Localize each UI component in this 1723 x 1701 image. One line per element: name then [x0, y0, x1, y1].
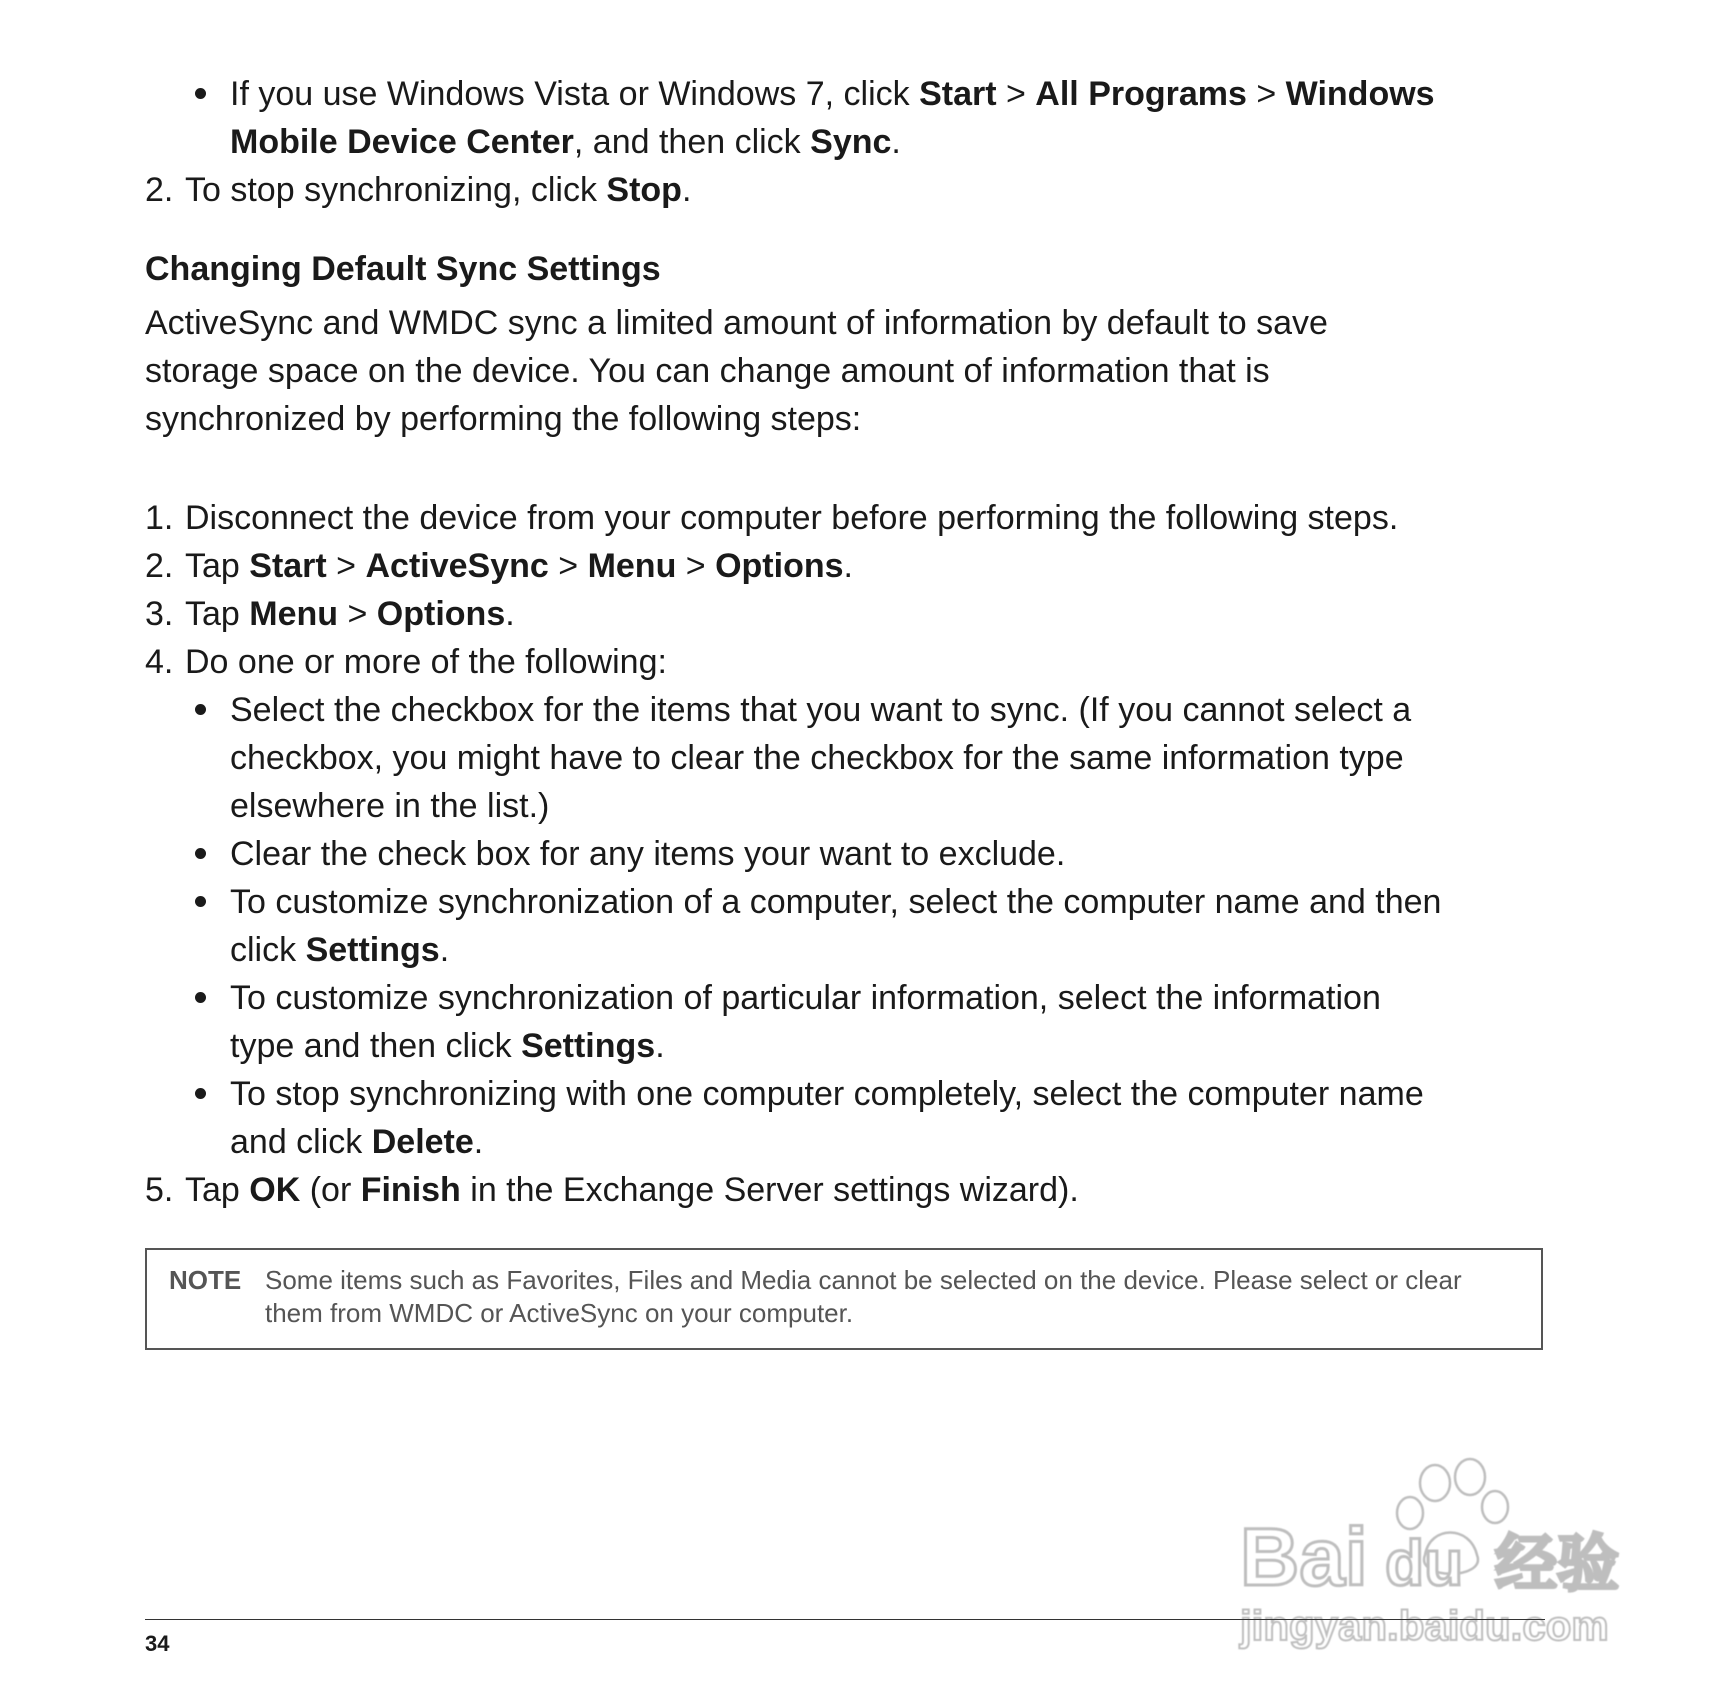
section-heading: Changing Default Sync Settings [145, 250, 661, 288]
bold-term: All Programs [1035, 75, 1247, 113]
bold-term: Settings [305, 931, 440, 969]
watermark-brand2: du [1385, 1527, 1464, 1599]
bold-term: Options [376, 595, 506, 633]
bullet-item [145, 686, 1545, 734]
bold-term: Mobile Device Center [230, 123, 574, 161]
text: . [891, 123, 901, 161]
text: in the Exchange Server settings wizard). [460, 1171, 1079, 1209]
separator: > [548, 547, 588, 585]
step-number: 5. [145, 1171, 174, 1209]
bullet-item [145, 70, 1545, 118]
bullet-item [145, 974, 1545, 1022]
bold-term: Options [715, 547, 844, 585]
bold-term: Start [919, 75, 997, 113]
bullet-continuation [145, 118, 1545, 166]
step-item [145, 590, 1545, 638]
text: Clear the check box for any items your want to exclude. [230, 835, 1066, 873]
watermark-url: jingyan.baidu.com [1240, 1602, 1609, 1649]
steps-list [145, 494, 1545, 1214]
watermark-brand: Bai [1240, 1512, 1368, 1603]
bullet-icon [195, 896, 206, 907]
bold-term: Menu [587, 547, 677, 585]
bullet-continuation [145, 1022, 1545, 1070]
separator: > [996, 75, 1036, 113]
step-number: 4. [145, 643, 174, 681]
note-line: them from WMDC or ActiveSync on your computer. [265, 1298, 854, 1328]
bold-term: Start [249, 547, 327, 585]
bold-term: Delete [371, 1123, 474, 1161]
step-item [145, 638, 1545, 686]
bold-term: Settings [521, 1027, 656, 1065]
text: . [681, 171, 692, 209]
text: . [843, 547, 853, 585]
step-number: 2. [145, 547, 174, 585]
bullet-continuation: elsewhere in the list.) [230, 787, 550, 825]
text: If you use Windows Vista or Windows 7, click [230, 75, 920, 113]
baidu-jingyan-watermark [1225, 1455, 1645, 1655]
text: . [473, 1123, 484, 1161]
bold-term: Sync [810, 123, 892, 161]
text: . [505, 595, 515, 633]
bullet-icon [195, 704, 206, 715]
page-number: 34 [145, 1631, 170, 1656]
text: Tap [185, 1171, 250, 1209]
text: . [439, 931, 450, 969]
step-number: 1. [145, 499, 174, 537]
text: and click [230, 1123, 372, 1161]
text: Select the checkbox for the items that you want to sync. (If you cannot select a [230, 691, 1412, 729]
bullet-continuation [145, 926, 1545, 974]
step-number: 2. [145, 171, 174, 209]
note-line: Some items such as Favorites, Files and Media cannot be selected on the device. Please select or clear [265, 1265, 1462, 1295]
text: type and then click [230, 1027, 522, 1065]
step-number: 3. [145, 595, 174, 633]
bullet-icon [195, 848, 206, 859]
bold-term: Stop [606, 171, 682, 209]
text: To customize synchronization of a computer, select the computer name and then [230, 883, 1442, 921]
paragraph [145, 299, 1545, 443]
note-label: NOTE [169, 1265, 242, 1295]
bold-term: Windows [1285, 75, 1435, 113]
watermark-cn: 经验 [1495, 1527, 1620, 1600]
note-box [145, 1248, 1543, 1350]
text: To stop synchronizing with one computer completely, select the computer name [230, 1075, 1424, 1113]
step-item [145, 1166, 1545, 1214]
step-item [145, 166, 1545, 214]
separator: > [338, 595, 377, 633]
bullet-continuation [145, 1118, 1545, 1166]
separator: > [676, 547, 716, 585]
text: Tap [185, 595, 250, 633]
paragraph-line: synchronized by performing the following steps: [145, 400, 862, 438]
paragraph-line: storage space on the device. You can change amount of information that is [145, 352, 1270, 390]
separator: > [1246, 75, 1286, 113]
bold-term: OK [249, 1171, 301, 1209]
text: click [230, 931, 306, 969]
paragraph-line: ActiveSync and WMDC sync a limited amount of information by default to save [145, 304, 1328, 342]
text: (or [300, 1171, 361, 1209]
text: Do one or more of the following: [185, 643, 667, 681]
bullet-item [145, 1070, 1545, 1118]
text: To stop synchronizing, click [185, 171, 607, 209]
text: Disconnect the device from your computer before performing the following steps. [185, 499, 1399, 537]
text: , and then click [573, 123, 811, 161]
text: Tap [185, 547, 250, 585]
bullet-icon [195, 1088, 206, 1099]
step-item [145, 494, 1545, 542]
bullet-item [145, 830, 1545, 878]
bold-term: Finish [360, 1171, 461, 1209]
bullet-item [145, 878, 1545, 926]
bullet-icon [195, 992, 206, 1003]
step-item [145, 542, 1545, 590]
bold-term: ActiveSync [365, 547, 549, 585]
intro-block [145, 70, 1545, 214]
footer-rule [145, 1619, 1545, 1620]
text: . [655, 1027, 665, 1065]
note-text [265, 1264, 1525, 1330]
bullet-icon [195, 88, 206, 99]
text: To customize synchronization of particular information, select the information [230, 979, 1381, 1017]
bold-term: Menu [249, 595, 339, 633]
section-block [145, 245, 1545, 443]
separator: > [326, 547, 366, 585]
bullet-continuation: checkbox, you might have to clear the checkbox for the same information type [230, 739, 1404, 777]
